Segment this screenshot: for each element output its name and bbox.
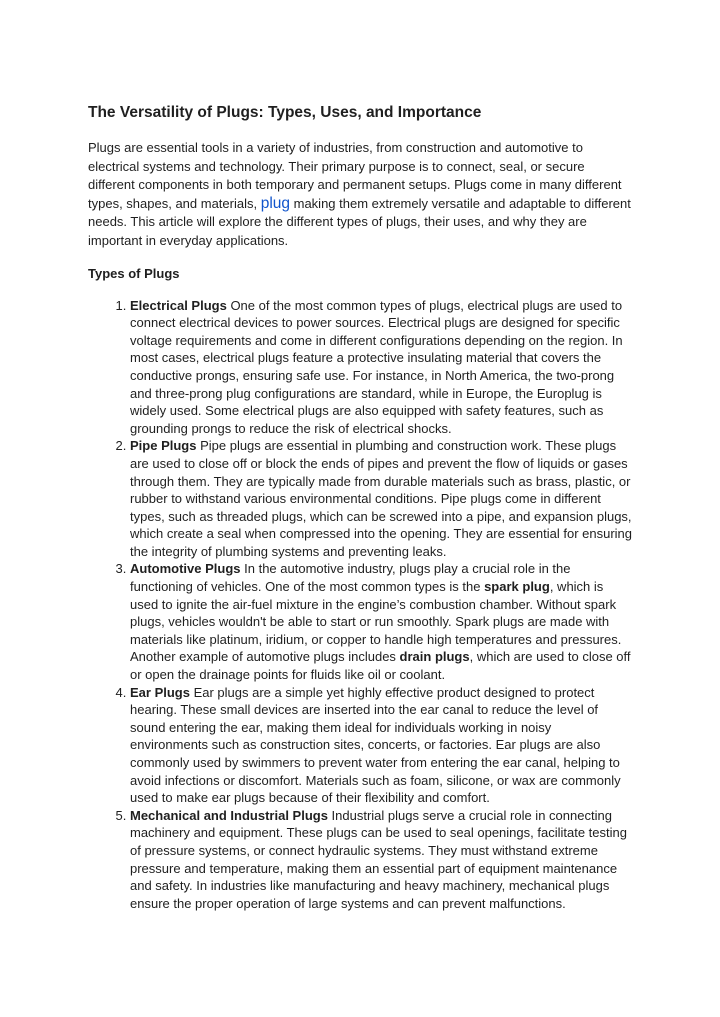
drain-plugs-term: drain plugs [399,649,470,665]
intro-paragraph [88,139,632,251]
list-item-ear-plugs [130,684,632,807]
item-heading: Pipe Plugs [130,438,197,454]
item-heading: Electrical Plugs [130,297,227,313]
item-text: Ear plugs are a simple yet highly effective product designed to protect hearing. These small devices are inserted into the ear canal to reduce the level of sound entering the ear, making them ideal for individuals working in noisy environments such as construction sites, concerts, or factories. Ear plugs are also commonly used by swimmers to prevent water from entering the ear canal, helping to avoid infections or discomfort. Materials such as foam, silicone, or wax are commonly used to make ear plugs because of their flexibility and comfort. [130,684,621,806]
intro-text-start: Plugs are essential tools in a variety of industries, from construction and automotive to electrical systems and technology. Their primary purpose is to connect, seal, or secure different components in both temporary and permanent setups. Plugs come in many different types, shapes, and materials, [88,140,622,211]
item-text: One of the most common types of plugs, electrical plugs are used to connect electrical devices to power sources. Electrical plugs are designed for specific voltage requirements and come in different configurations depending on the region. In most cases, electrical plugs feature a protective insulating material that covers the conductive prongs, ensuring safe use. For instance, in North America, the two-prong and three-prong plug configurations are standard, while in Europe, the Europlug is widely used. Some electrical plugs are also equipped with safety features, such as grounding prongs to reduce the risk of electrical shocks. [130,297,623,436]
section-heading: Types of Plugs [88,265,180,281]
item-text: Pipe plugs are essential in plumbing and construction work. These plugs are used to close off or block the ends of pipes and prevent the flow of liquids or gases through them. They are typically made from durable materials such as brass, plastic, or rubber to withstand various environmental conditions. Pipe plugs come in different types, such as threaded plugs, which can be screwed into a pipe, and expansion plugs, which create a seal when compressed into the opening. They are essential for ensuring the integrity of plumbing systems and preventing leaks. [130,438,632,559]
plug-link[interactable]: plug [260,194,291,212]
document-title: The Versatility of Plugs: Types, Uses, and Importance [88,104,482,121]
plug-types-list [88,297,632,913]
intro-text-end: making them extremely versatile and adaptable to different needs. This article will explore the different types of plugs, their uses, and why they are important in everyday applications. [88,195,631,248]
item-heading: Mechanical and Industrial Plugs [130,807,328,823]
list-item-pipe-plugs [130,437,632,560]
list-item-electrical-plugs [130,297,632,438]
item-text: , which are used to close off or open the drainage points for fluids like oil or coolant. [130,649,631,683]
list-item-automotive-plugs [130,560,632,683]
item-text: , which is used to ignite the air-fuel mixture in the engine’s combustion chamber. Without spark plugs, vehicles wouldn't be able to start or run smoothly. Spark plugs are made with materials like platinum, iridium, or copper to handle high temperatures and pressures. Another example of automotive plugs includes [130,579,622,665]
list-item-mechanical-industrial-plugs [130,807,632,913]
item-heading: Automotive Plugs [130,561,241,577]
item-text: Industrial plugs serve a crucial role in connecting machinery and equipment. These plugs can be used to seal openings, facilitate testing of pressure systems, or connect hydraulic systems. They must withstand extreme pressure and temperature, making them an essential part of equipment maintenance and safety. In industries like manufacturing and heavy machinery, mechanical plugs ensure the proper operation of large systems and can prevent malfunctions. [130,807,627,911]
spark-plug-term: spark plug [484,579,550,595]
item-text: In the automotive industry, plugs play a crucial role in the functioning of vehicles. One of the most common types is the [130,561,571,595]
item-heading: Ear Plugs [130,684,190,700]
